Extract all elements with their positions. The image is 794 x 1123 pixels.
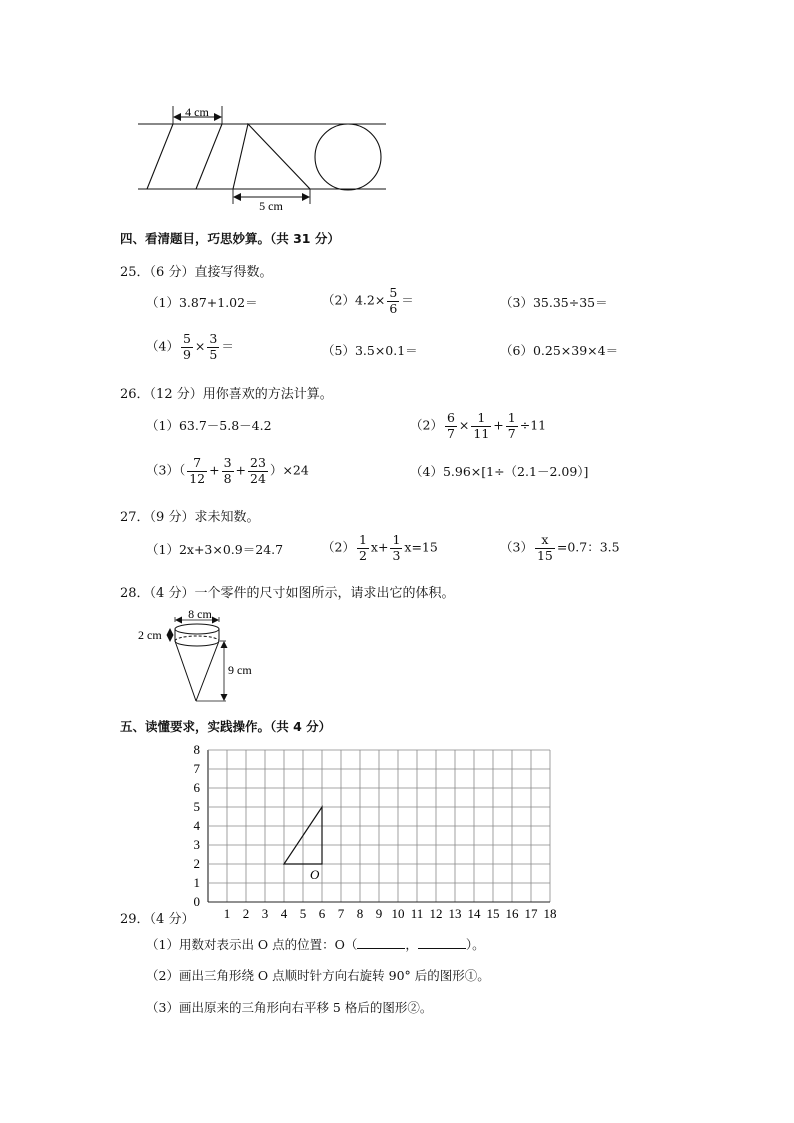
x-tick-label: 6 — [318, 906, 326, 921]
q26-item-3: （3）（ $\frac{7}{12}$ + $\frac{3}{8}$ + $\frac{23}{24}$ ）×24 — [146, 455, 309, 486]
bottom-dimension-label: 5 cm — [259, 199, 283, 213]
x-tick-label: 17 — [524, 906, 538, 921]
x-tick-label: 8 — [356, 906, 364, 921]
x-tick-label: 1 — [223, 906, 231, 921]
answer-blank-x[interactable] — [357, 937, 405, 949]
q26-item-2: （2） $\frac{6}{7}$ × $\frac{1}{11}$ + $\frac{1}{7}$ ÷11 — [410, 410, 547, 441]
q26-heading: 26．（12 分）用你喜欢的方法计算。 — [120, 387, 333, 402]
parallelogram-left-side — [147, 124, 173, 189]
top-dimension-label: 4 cm — [185, 105, 209, 119]
q25-item-6: （6）0.25×39×4＝ — [500, 343, 619, 358]
circle-shape — [315, 124, 381, 190]
y-tick-label: 7 — [193, 761, 200, 776]
q25-item-3: （3）35.35÷35＝ — [500, 295, 608, 310]
q27-heading: 27．（9 分）求未知数。 — [120, 510, 260, 525]
cylinder-top — [175, 624, 219, 634]
x-tick-label: 9 — [375, 906, 383, 921]
q29-item-2: （2）画出三角形绕 O 点顺时针方向右旋转 90° 后的图形①。 — [146, 968, 490, 983]
section-5-title: 五、读懂要求，实践操作。（共 4 分） — [120, 719, 332, 734]
cylinder-bottom-back — [175, 636, 219, 641]
x-tick-label: 12 — [429, 906, 443, 921]
x-tick-label: 7 — [337, 906, 345, 921]
q29-item-1: （1）用数对表示出 O 点的位置：O（ ， ）。 — [146, 937, 485, 952]
x-tick-label: 4 — [280, 906, 288, 921]
y-tick-label: 5 — [193, 799, 200, 814]
cone-right — [196, 641, 219, 701]
part-figure — [134, 608, 264, 708]
y-tick-label: 1 — [193, 875, 200, 890]
x-tick-label: 5 — [299, 906, 307, 921]
parallelogram-right-side — [196, 124, 222, 189]
q27-item-2: （2） $\frac{1}{2}$ x+ $\frac{1}{3}$ x=15 — [322, 532, 438, 563]
coordinate-grid — [185, 739, 565, 924]
cylinder-bottom-front — [175, 641, 219, 646]
diameter-label: 8 cm — [188, 608, 212, 621]
q29-item-3: （3）画出原来的三角形向右平移 5 格后的图形②。 — [146, 1000, 433, 1015]
x-tick-label: 10 — [391, 906, 405, 921]
q25-item-5: （5）3.5×0.1＝ — [322, 343, 418, 358]
y-tick-label: 0 — [193, 894, 200, 909]
cylinder-height-label: 2 cm — [138, 628, 162, 642]
top-figure — [130, 100, 400, 218]
q29-heading: 29．（4 分） — [120, 912, 195, 927]
x-tick-label: 18 — [543, 906, 557, 921]
q27-item-3: （3） $\frac{x}{15}$ =0.7：3.5 — [500, 532, 620, 563]
x-tick-label: 15 — [486, 906, 500, 921]
q28-heading: 28．（4 分）一个零件的尺寸如图所示，请求出它的体积。 — [120, 586, 455, 601]
triangle-shape — [233, 124, 310, 189]
x-tick-label: 16 — [505, 906, 519, 921]
q26-item-1: （1）63.7－5.8－4.2 — [146, 418, 272, 433]
q25-heading: 25．（6 分）直接写得数。 — [120, 265, 273, 280]
y-tick-label: 4 — [193, 818, 200, 833]
cone-height-label: 9 cm — [228, 663, 252, 677]
x-tick-label: 14 — [467, 906, 481, 921]
y-tick-label: 6 — [193, 780, 200, 795]
section-4-title: 四、看清题目，巧思妙算。（共 31 分） — [120, 231, 340, 246]
point-o-label: O — [310, 867, 320, 882]
x-tick-label: 3 — [261, 906, 269, 921]
x-tick-label: 11 — [410, 906, 424, 921]
x-tick-label: 13 — [448, 906, 462, 921]
y-tick-label: 2 — [193, 856, 200, 871]
answer-blank-y[interactable] — [418, 937, 466, 949]
q27-item-1: （1）2x+3×0.9＝24.7 — [146, 542, 284, 557]
q25-item-1: （1）3.87+1.02＝ — [146, 295, 258, 310]
q26-item-4: （4）5.96×[1÷（2.1－2.09）] — [410, 464, 589, 479]
x-tick-label: 2 — [242, 906, 250, 921]
q25-item-4: （4） $\frac{5}{9}$ × $\frac{3}{5}$ ＝ — [146, 331, 234, 362]
y-tick-label: 8 — [193, 742, 200, 757]
q25-item-2: （2）4.2× $\frac{5}{6}$ ＝ — [322, 285, 414, 316]
y-tick-label: 3 — [193, 837, 200, 852]
cone-left — [175, 641, 196, 701]
